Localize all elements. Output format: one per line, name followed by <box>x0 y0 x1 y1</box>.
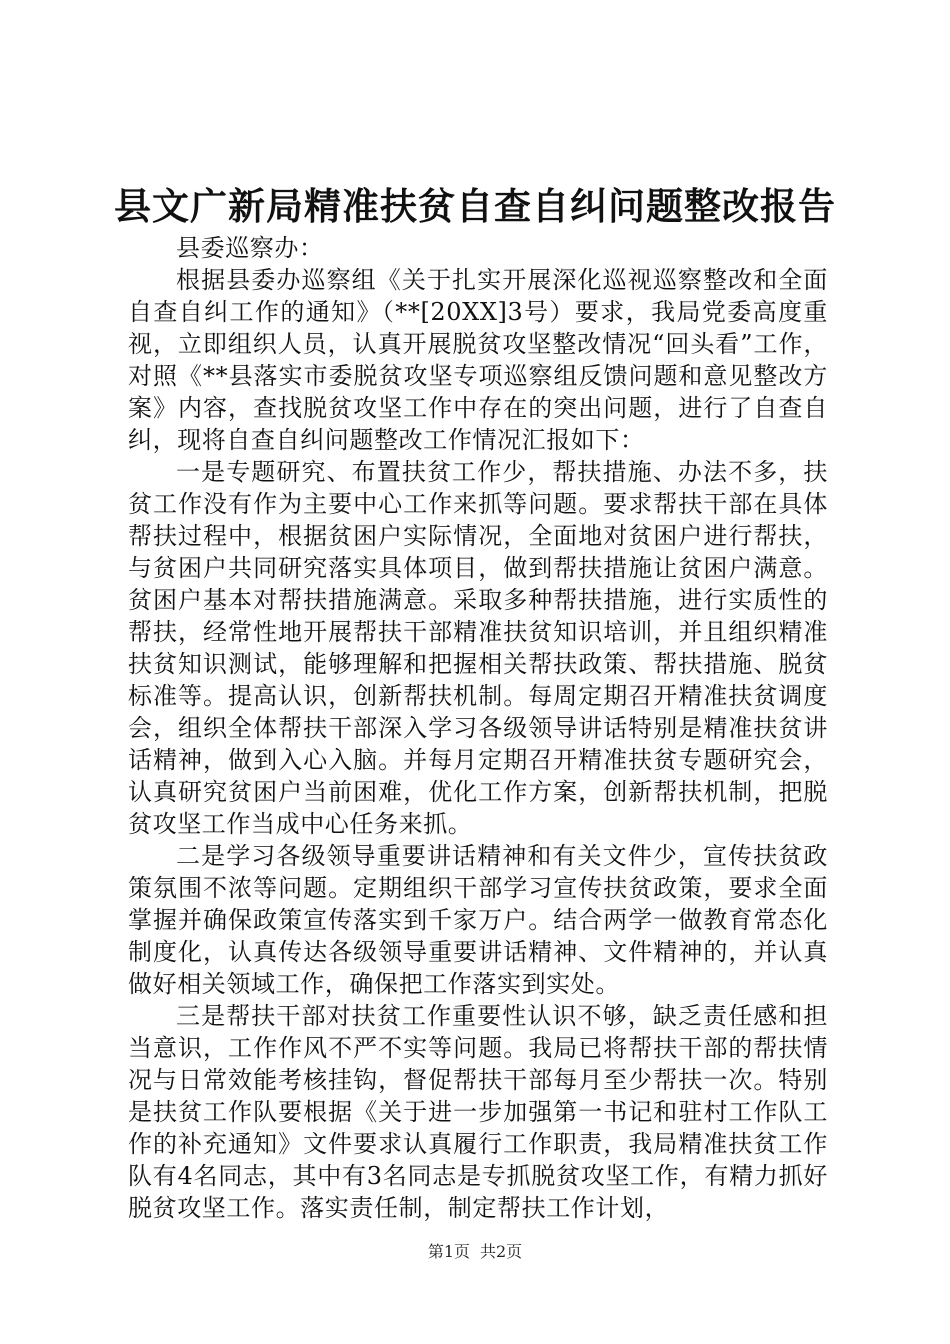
salutation: 县委巡察办： <box>176 234 324 262</box>
document-body <box>128 232 828 1224</box>
paragraph-item-3: 三是帮扶干部对扶贫工作重要性认识不够，缺乏责任感和担当意识，工作作风不严不实等问题。我局已将帮扶干部的帮扶情况与日常效能考核挂钩，督促帮扶干部每月至少帮扶一次。特别是扶贫工作队要根据《关于进一步加强第一书记和驻村工作队工作的补充通知》文件要求认真履行工作职责，我局精准扶贫工作队有4名同志，其中有3名同志是专抓脱贫攻坚工作，有精力抓好脱贫攻坚工作。落实责任制，制定帮扶工作计划， <box>128 1002 828 1222</box>
page-total: 共2页 <box>480 1242 523 1261</box>
paragraph-item-1: 一是专题研究、布置扶贫工作少，帮扶措施、办法不多，扶贫工作没有作为主要中心工作来抓等问题。要求帮扶干部在具体帮扶过程中，根据贫困户实际情况，全面地对贫困户进行帮扶，与贫困户共同研究落实具体项目，做到帮扶措施让贫困户满意。贫困户基本对帮扶措施满意。采取多种帮扶措施，进行实质性的帮扶，经常性地开展帮扶干部精准扶贫知识培训，并且组织精准扶贫知识测试，能够理解和把握相关帮扶政策、帮扶措施、脱贫标准等。提高认识，创新帮扶机制。每周定期召开精准扶贫调度会，组织全体帮扶干部深入学习各级领导讲话特别是精准扶贫讲话精神，做到入心入脑。并每月定期召开精准扶贫专题研究会，认真研究贫困户当前困难，优化工作方案，创新帮扶机制，把脱贫攻坚工作当成中心任务来抓。 <box>128 458 828 838</box>
paragraph-item-2: 二是学习各级领导重要讲话精神和有关文件少，宣传扶贫政策氛围不浓等问题。定期组织干部学习宣传扶贫政策，要求全面掌握并确保政策宣传落实到千家万户。结合两学一做教育常态化制度化，认真传达各级领导重要讲话精神、文件精神的，并认真做好相关领域工作，确保把工作落实到实处。 <box>128 842 828 998</box>
document-title: 县文广新局精准扶贫自查自纠问题整改报告 <box>114 185 836 228</box>
paragraph-intro: 根据县委办巡察组《关于扎实开展深化巡视巡察整改和全面自查自纠工作的通知》（**[20XX]3号）要求，我局党委高度重视，立即组织人员，认真开展脱贫攻坚整改情况“回头看”工作，对照《**县落实市委脱贫攻坚专项巡察组反馈问题和意见整改方案》内容，查找脱贫攻坚工作中存在的突出问题，进行了自查自纠，现将自查自纠问题整改工作情况汇报如下： <box>128 266 828 454</box>
page-footer <box>0 1241 950 1263</box>
page-number: 第1页 <box>427 1242 470 1261</box>
